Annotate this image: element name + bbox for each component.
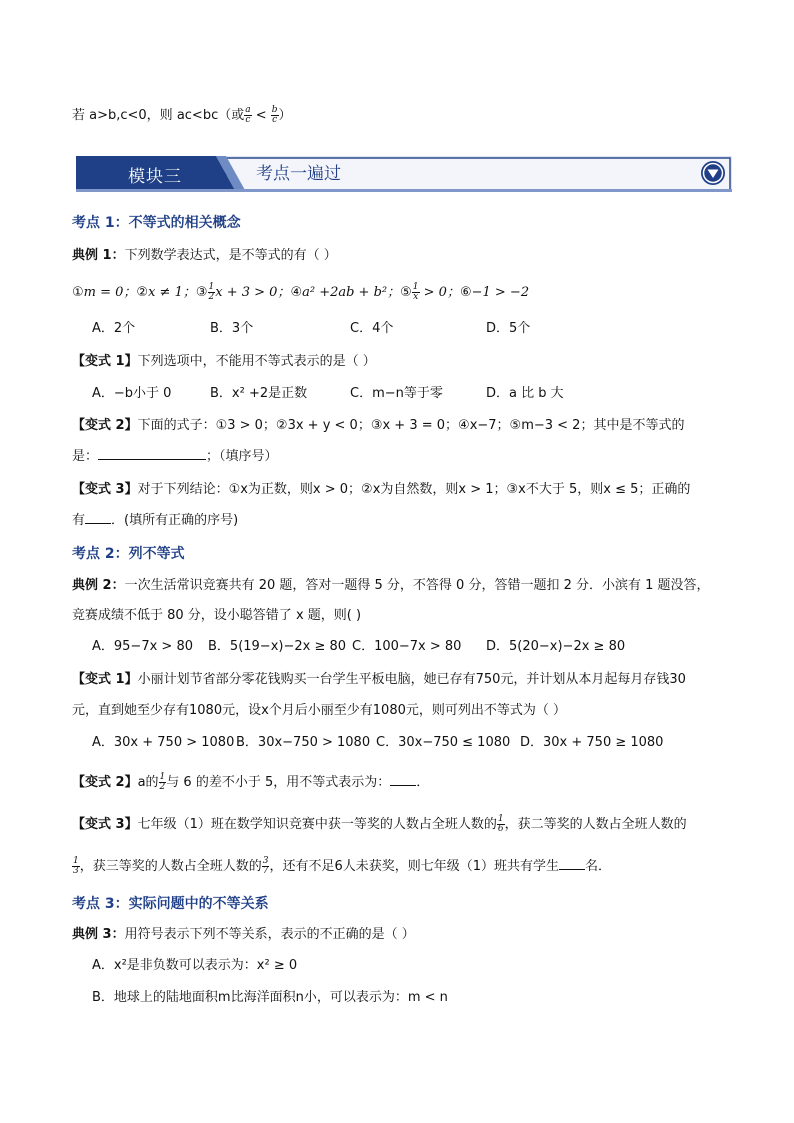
option-a: A．x²是非负数可以表示为：x² ≥ 0	[92, 958, 298, 973]
option-c: C．100−7x > 80	[352, 639, 462, 654]
question-example-2-cont: 竞赛成绩不低于 80 分，设小聪答错了 x 题，则( )	[72, 608, 362, 623]
question-example-2: 典例 2：一次生活常识竞赛共有 20 题，答对一题得 5 分，不答得 0 分，答错一题扣 2 分．小滨有 1 题没答，	[72, 578, 710, 593]
option-d: D．a 比 b 大	[486, 386, 564, 401]
answer-blank[interactable]	[98, 447, 206, 460]
chevron-down-circle-icon[interactable]	[700, 160, 726, 186]
option-a: A．−b小于 0	[92, 386, 172, 401]
option-c: C．m−n等于零	[350, 386, 443, 401]
option-b: B．3个	[210, 321, 254, 336]
option-d: D．5(20−x)−2x ≥ 80	[486, 639, 626, 654]
option-d: D．5个	[486, 321, 531, 336]
option-d: D．30x + 750 ≥ 1080	[520, 735, 664, 750]
variant-2-3-cont: $\frac{1}{3}$ ，获三等奖的人数占全班人数的 $\frac{3}{7}$ ，还有不足6人未获奖，则七年级（1）班共有学生 名．	[73, 856, 612, 876]
option-a: A．30x + 750 > 1080	[92, 735, 235, 750]
module-banner	[76, 156, 732, 192]
intro-rule: 若 a>b,c<0，则 ac<bc（或 $\frac{a}{c}$ < $\frac{b}{c}$ ）	[72, 105, 292, 125]
option-a: A．95−7x > 80	[92, 639, 193, 654]
variant-1-2-answer: 是： ；（填序号）	[72, 449, 278, 464]
answer-blank[interactable]	[85, 511, 111, 524]
section-heading-2: 考点 2：列不等式	[72, 546, 185, 562]
variant-1-3-answer: 有 ．(填所有正确的序号)	[72, 513, 239, 528]
option-b: B．5(19−x)−2x ≥ 80	[208, 639, 347, 654]
option-c: C．30x−750 ≤ 1080	[376, 735, 511, 750]
section-heading-1: 考点 1：不等式的相关概念	[72, 215, 241, 231]
variant-1-3: 【变式 3】对于下列结论：①x为正数，则x > 0；②x为自然数，则x > 1；③x不大于 5，则x ≤ 5；正确的	[72, 482, 691, 497]
section-heading-3: 考点 3：实际问题中的不等关系	[72, 896, 269, 912]
question-example-3: 典例 3：用符号表示下列不等关系，表示的不正确的是（ ）	[72, 927, 415, 942]
question-example-1: 典例 1：下列数学表达式，是不等式的有（ ）	[72, 248, 337, 263]
variant-2-3: 【变式 3】七年级（1）班在数学知识竞赛中获一等奖的人数占全班人数的 $\frac{1}{6}$ ，获二等奖的人数占全班人数的	[72, 814, 687, 834]
variant-1-1: 【变式 1】下列选项中，不能用不等式表示的是（ ）	[72, 354, 376, 369]
option-b: B．30x−750 > 1080	[236, 735, 371, 750]
variant-2-2: 【变式 2】a的 $\frac{1}{2}$ 与 6 的差不小于 5，用不等式表示为： ．	[72, 772, 430, 792]
banner-module-label: 模块三	[128, 167, 182, 187]
option-b: B．x² +2是正数	[210, 386, 308, 401]
banner-section-label: 考点一遍过	[256, 164, 341, 184]
option-a: A．2个	[92, 321, 136, 336]
variant-2-1: 【变式 1】小丽计划节省部分零花钱购买一台学生平板电脑，她已存有750元，并计划从本月起每月存钱30	[72, 672, 686, 687]
option-b: B．地球上的陆地面积m比海洋面积n小，可以表示为：m < n	[92, 990, 448, 1005]
option-c: C．4个	[350, 321, 394, 336]
variant-1-2: 【变式 2】下面的式子：①3 > 0；②3x + y < 0；③x + 3 = 0；④x−7；⑤m−3 < 2；其中是不等式的	[72, 418, 685, 433]
example-1-expressions: ①m = 0；②x ≠ 1；③ $\frac{1}{2}$ x + 3 > 0；④a² +2ab + b²；⑤ $\frac{1}{x}$ > 0；⑥−1 > −2	[72, 282, 530, 302]
answer-blank[interactable]	[390, 773, 416, 786]
variant-2-1-cont: 元，直到她至少存有1080元，设x个月后小丽至少有1080元，则可列出不等式为（ ）	[72, 703, 566, 718]
answer-blank[interactable]	[559, 857, 585, 870]
